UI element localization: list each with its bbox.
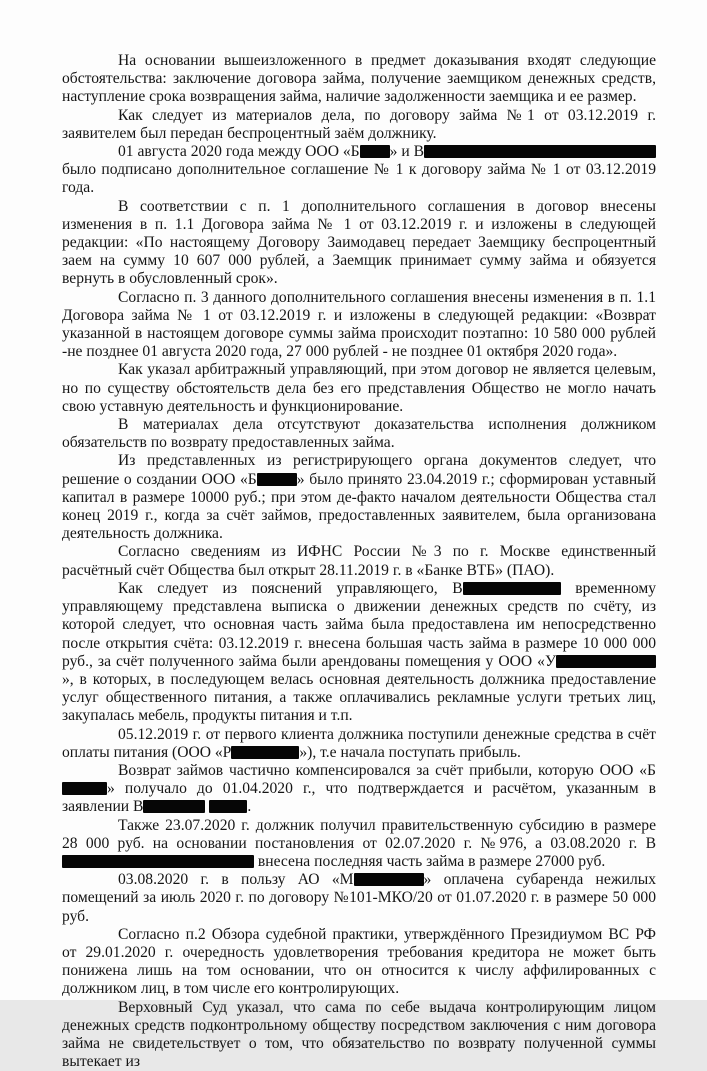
paragraph: В соответствии с п. 1 дополнительного соглашения в договор внесены изменения в п. 1.1 Договора займа № 1 от 03.12.2019 г. и изложены в следующей редакции: «По настоящему Договору Заимодавец передает Заемщику беспроцентный заем на сумму 10 607 000 рублей, а Заемщик принимает сумму займа и обязуется вернуть в обусловленный срок». bbox=[62, 197, 656, 288]
redaction-bar bbox=[556, 655, 656, 668]
redaction-bar bbox=[231, 746, 299, 759]
paragraph: 01 августа 2020 года между ООО «Б » и В было подписано дополнительное соглашение № 1 к договору займа № 1 от 03.12.2019 года. bbox=[62, 143, 656, 197]
redaction-bar bbox=[463, 582, 561, 595]
paragraph: Согласно п. 3 данного дополнительного соглашения внесены изменения в п. 1.1 Договора займа № 1 от 03.12.2019 г. и изложены в следующей редакции: «Возврат указанной в настоящем договоре суммы займа происходит поэтапно: 10 580 000 рублей -не позднее 01 августа 2020 года, 27 000 рублей - не позднее 01 октября 2020 года». bbox=[62, 288, 656, 361]
redaction-bar bbox=[143, 800, 205, 813]
paragraph: Согласно п.2 Обзора судебной практики, утверждённого Президиумом ВС РФ от 29.01.2020 г. очередность удовлетворения требования кредитора не может быть понижена лишь на том основании, что он относится к числу аффилированных с должником лиц, в том числе его контролирующих. bbox=[62, 925, 656, 998]
paragraph: Как следует из пояснений управляющего, В временному управляющему представлена выписка о движении денежных средств по счёту, из которой следует, что основная часть займа была предоставлена им непосредственно после открытия счёта: 03.12.2019 г. внесена большая часть займа в размере 10 000 000 руб., за счёт полученного займа были арендованы помещения у ООО «У», в которых, в последующем велась основная деятельность должника предоставление услуг общественного питания, а также оплачивались рекламные услуги третьих лиц, закупалась мебель, продукты питания и т.п. bbox=[62, 579, 656, 725]
redaction-bar bbox=[424, 145, 656, 158]
redaction-bar bbox=[209, 800, 247, 813]
redaction-bar bbox=[62, 782, 107, 795]
paragraph: 03.08.2020 г. в пользу АО «М » оплачена субаренда нежилых помещений за июль 2020 г. по договору №101-МКО/20 от 01.07.2020 г. в размере 50 000 руб. bbox=[62, 871, 657, 925]
paragraph: Верховный Суд указал, что сама по себе выдача контролирующим лицом денежных средств подконтрольному обществу посредством заключения с ним договора займа не свидетельствует о том, что обязательство по возврату полученной суммы вытекает из bbox=[62, 998, 656, 1071]
paragraph: Из представленных из регистрирующего органа документов следует, что решение о создании ООО «Б » было принято 23.04.2019 г.; сформирован уставный капитал в размере 10000 руб.; при этом де-факто началом деятельности Общества стал конец 2019 г., когда за счёт займов, предоставленных заявителем, была организована деятельность должника. bbox=[62, 452, 657, 543]
redaction-bar bbox=[257, 473, 297, 486]
redaction-bar bbox=[360, 145, 390, 158]
paragraph: На основании вышеизложенного в предмет доказывания входят следующие обстоятельства: заключение договора займа, получение заемщиком денежных средств, наступление срока возвращения займа, наличие задолженности заемщика и ее размер. bbox=[62, 52, 656, 106]
document-body bbox=[62, 52, 656, 1071]
paragraph: Также 23.07.2020 г. должник получил правительственную субсидию в размере 28 000 руб. на основании постановления от 02.07.2020 г. №976, а 03.08.2020 г. В внесена последняя часть займа в размере 27000 руб. bbox=[62, 816, 656, 870]
paragraph: 05.12.2019 г. от первого клиента должника поступили денежные средства в счёт оплаты питания (ООО «Р »), т.е начала поступать прибыль. bbox=[62, 725, 656, 761]
paragraph: Возврат займов частично компенсировался за счёт прибыли, которую ООО «Б» получало до 01.04.2020 г., что подтверждается и расчётом, указанным в заявлении В . bbox=[62, 761, 656, 816]
paragraph: Согласно сведениям из ИФНС России №3 по г. Москве единственный расчётный счёт Общества был открыт 28.11.2019 г. в «Банке ВТБ» (ПАО). bbox=[62, 543, 656, 579]
paragraph: В материалах дела отсутствуют доказательства исполнения должником обязательств по возврату предоставленных займа. bbox=[62, 416, 656, 452]
redaction-bar bbox=[62, 855, 254, 868]
paragraph: Как указал арбитражный управляющий, при этом договор не является целевым, но по существу обстоятельств дела без его представления Общество не могло начать свою уставную деятельность и функционирование. bbox=[62, 361, 656, 415]
paragraph: Как следует из материалов дела, по договору займа №1 от 03.12.2019 г. заявителем был передан беспроцентный заём должнику. bbox=[62, 106, 656, 142]
redaction-bar bbox=[354, 873, 424, 886]
